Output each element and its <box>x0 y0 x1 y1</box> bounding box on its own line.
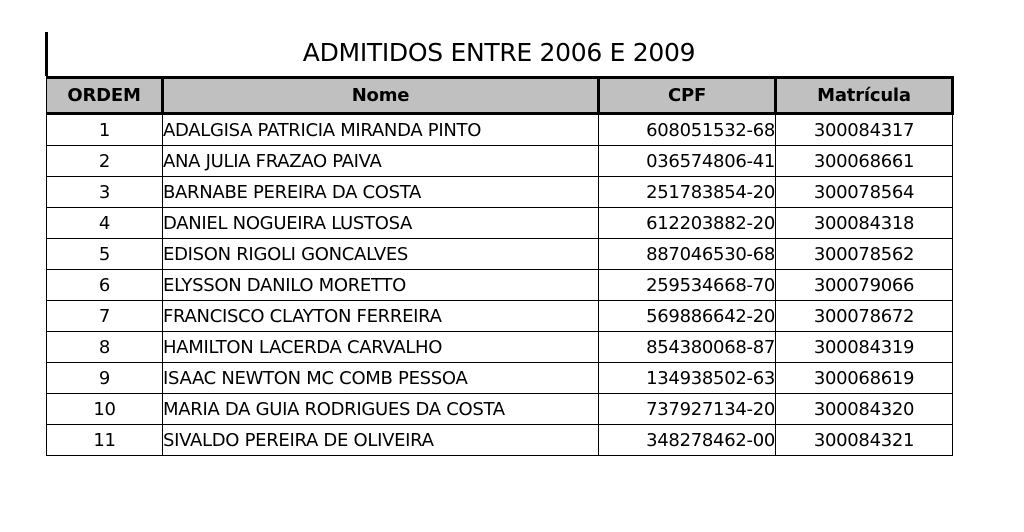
cell-cpf: 259534668-70 <box>599 270 776 301</box>
left-border-rule <box>45 32 48 76</box>
table-row <box>47 270 953 301</box>
cell-nome: FRANCISCO CLAYTON FERREIRA <box>163 301 599 332</box>
header-row <box>47 78 953 114</box>
table-row <box>47 114 953 146</box>
cell-matricula: 300078564 <box>776 177 953 208</box>
cell-ordem: 6 <box>47 270 163 301</box>
cell-cpf: 569886642-20 <box>599 301 776 332</box>
table-row <box>47 146 953 177</box>
cell-cpf: 854380068-87 <box>599 332 776 363</box>
cell-ordem: 8 <box>47 332 163 363</box>
table-row <box>47 425 953 456</box>
cell-cpf: 612203882-20 <box>599 208 776 239</box>
cell-nome: DANIEL NOGUEIRA LUSTOSA <box>163 208 599 239</box>
cell-cpf: 608051532-68 <box>599 114 776 146</box>
cell-nome: BARNABE PEREIRA DA COSTA <box>163 177 599 208</box>
cell-ordem: 11 <box>47 425 163 456</box>
cell-nome: MARIA DA GUIA RODRIGUES DA COSTA <box>163 394 599 425</box>
cell-matricula: 300084319 <box>776 332 953 363</box>
cell-nome: EDISON RIGOLI GONCALVES <box>163 239 599 270</box>
cell-ordem: 5 <box>47 239 163 270</box>
cell-ordem: 9 <box>47 363 163 394</box>
cell-cpf: 036574806-41 <box>599 146 776 177</box>
table-header <box>47 78 953 114</box>
table-row <box>47 208 953 239</box>
admitidos-table <box>46 76 954 456</box>
cell-cpf: 887046530-68 <box>599 239 776 270</box>
header-matricula: Matrícula <box>776 78 953 114</box>
cell-nome: SIVALDO PEREIRA DE OLIVEIRA <box>163 425 599 456</box>
cell-matricula: 300068661 <box>776 146 953 177</box>
cell-ordem: 2 <box>47 146 163 177</box>
cell-cpf: 348278462-00 <box>599 425 776 456</box>
cell-matricula: 300078672 <box>776 301 953 332</box>
cell-nome: HAMILTON LACERDA CARVALHO <box>163 332 599 363</box>
table-row <box>47 332 953 363</box>
cell-nome: ANA JULIA FRAZAO PAIVA <box>163 146 599 177</box>
cell-ordem: 4 <box>47 208 163 239</box>
page-title: ADMITIDOS ENTRE 2006 E 2009 <box>302 38 696 67</box>
cell-matricula: 300078562 <box>776 239 953 270</box>
table-body <box>47 114 953 456</box>
cell-matricula: 300084318 <box>776 208 953 239</box>
header-ordem: ORDEM <box>47 78 163 114</box>
cell-matricula: 300068619 <box>776 363 953 394</box>
table-row <box>47 363 953 394</box>
cell-nome: ADALGISA PATRICIA MIRANDA PINTO <box>163 114 599 146</box>
header-nome: Nome <box>163 78 599 114</box>
cell-ordem: 10 <box>47 394 163 425</box>
table-row <box>47 301 953 332</box>
cell-cpf: 251783854-20 <box>599 177 776 208</box>
cell-nome: ELYSSON DANILO MORETTO <box>163 270 599 301</box>
cell-matricula: 300084321 <box>776 425 953 456</box>
cell-nome: ISAAC NEWTON MC COMB PESSOA <box>163 363 599 394</box>
cell-ordem: 7 <box>47 301 163 332</box>
cell-matricula: 300084320 <box>776 394 953 425</box>
cell-matricula: 300079066 <box>776 270 953 301</box>
header-cpf: CPF <box>599 78 776 114</box>
table-row <box>47 394 953 425</box>
table-row <box>47 177 953 208</box>
cell-cpf: 134938502-63 <box>599 363 776 394</box>
cell-ordem: 1 <box>47 114 163 146</box>
cell-ordem: 3 <box>47 177 163 208</box>
cell-matricula: 300084317 <box>776 114 953 146</box>
cell-cpf: 737927134-20 <box>599 394 776 425</box>
table-row <box>47 239 953 270</box>
